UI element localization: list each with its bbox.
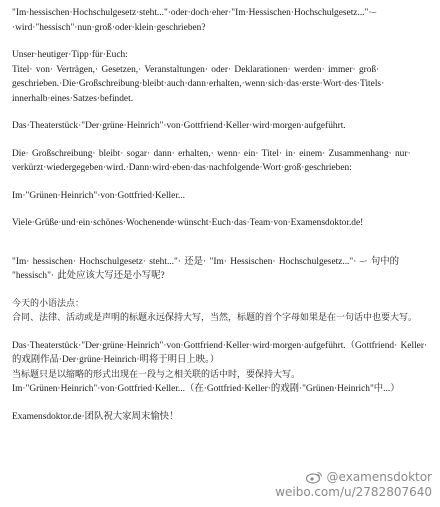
- german-example-2: Im·"Grünen·Heinrich"·von·Gottfried·Keller...: [12, 190, 185, 201]
- watermark: [275, 470, 432, 499]
- chinese-closing: Examensdoktor.de·团队祝大家周末愉快！: [12, 411, 179, 422]
- german-rule-abbreviated: Die· Großschreibung· bleibt· sogar· dann· erhalten,· wenn· ein· Titel· in· einem· Zusammenhang· nur· verkürzt·wiedergegeben·wird.·Dann·wird·eben·das·nachfolgende·Wort·groß·geschrieben:: [12, 148, 411, 173]
- document-body: [12, 6, 432, 424]
- weibo-icon: [305, 470, 323, 484]
- chinese-intro-question: "Im· hessischen· Hochschulgesetz· steht..."· 还是· "Im· Hessischen· Hochschulgesetz..."· –· 句中的 "hessisch"· 此处应该大写还是小写呢?: [12, 256, 399, 281]
- chinese-example-1: Das·Theaterstück·"Der·grüne·Heinrich"·von·Gottfriend·Keller·wird·morgen·aufgeführt.（Gottfriend· Keller·的戏剧作品·Der·grüne·Heinrich·明将于明日上映。）: [12, 340, 428, 365]
- german-intro-question: "Im·hessischen·Hochschulgesetz·steht..."·oder·doch·eher·"Im·Hessischen·Hochschulgesetz..."·–·wird·"hessisch"·nun·groß·oder·klein·geschrieben?: [12, 8, 377, 33]
- german-example-1: Das·Theaterstück·"Der·grüne·Heinrich"·von·Gottfriend·Keller·wird·morgen·aufgeführt.: [12, 121, 346, 131]
- watermark-handle: @examensdoktor: [326, 470, 432, 484]
- chinese-tip-rule: 合同、法律、活动或是声明的标题永远保持大写，当然，标题的首个字母如果是在一句话中也要大写。: [12, 313, 418, 323]
- german-tip-rule: Titel· von· Verträgen,· Gesetzen,· Veranstaltungen· oder· Deklarationen· werden· immer· groß· geschrieben.·Die·Großschreibung·bleibt·auch·dann·erhalten,·wenn·sich·das·erste·Wort·des·Titels· innerhalb·eines·Satzes·befindet.: [12, 64, 385, 104]
- chinese-rule-abbreviated: 当标题只是以缩略的形式出现在一段与之相关联的话中时，要保持大写。: [12, 369, 301, 380]
- chinese-tip-heading: 今天的小语法点：: [12, 298, 85, 309]
- chinese-example-2: Im·"Grünen·Heinrich"·von·Gottfried·Keller...（在·Gottfried·Keller·的戏剧·"Grünen·Heinrich"中...）: [12, 384, 400, 394]
- watermark-url: weibo.com/u/2782807640: [275, 485, 432, 499]
- german-tip-heading: Unser·heutiger·Tipp·für·Euch:: [12, 50, 128, 60]
- german-closing: Viele·Grüße·und·ein·schönes·Wochenende·wünscht·Euch·das·Team·von·Examensdoktor.de!: [12, 218, 364, 228]
